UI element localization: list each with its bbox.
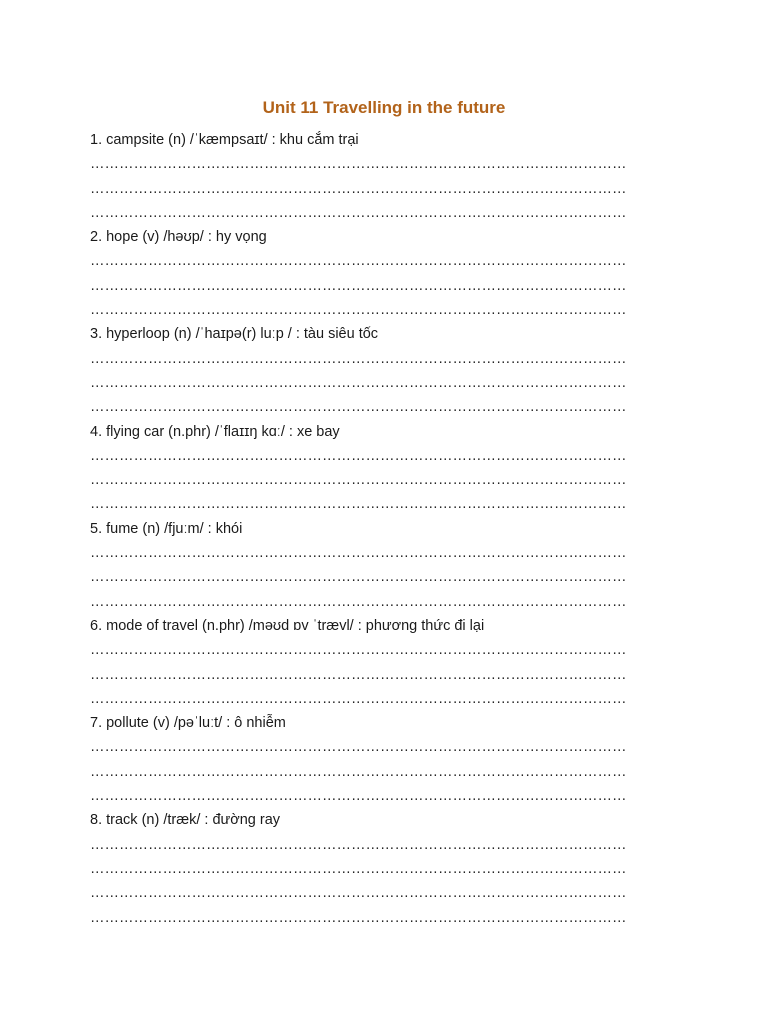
vocabulary-entry [90, 322, 690, 419]
answer-dotted-line[interactable]: ………………………………………………………………………………………………… [90, 788, 627, 805]
vocabulary-entry [90, 225, 690, 322]
vocabulary-entry [90, 517, 690, 614]
vocabulary-entry-heading: 6. mode of travel (n.phr) /məʊd ɒv ˈtrævl/ : phương thức đi lại [90, 617, 485, 634]
page-title: Unit 11 Travelling in the future [262, 98, 506, 117]
answer-dotted-line[interactable]: ………………………………………………………………………………………………… [90, 666, 627, 683]
answer-dotted-line[interactable]: ………………………………………………………………………………………………… [90, 374, 627, 391]
vocabulary-list [90, 128, 690, 930]
answer-dotted-line[interactable]: ………………………………………………………………………………………………… [90, 204, 627, 221]
answer-dotted-line[interactable]: ………………………………………………………………………………………………… [90, 909, 627, 926]
answer-dotted-line[interactable]: ………………………………………………………………………………………………… [90, 472, 627, 489]
answer-dotted-line[interactable]: ………………………………………………………………………………………………… [90, 690, 627, 707]
answer-dotted-line[interactable]: ………………………………………………………………………………………………… [90, 350, 627, 367]
vocabulary-entry [90, 614, 690, 711]
answer-dotted-line[interactable]: ………………………………………………………………………………………………… [90, 156, 627, 173]
answer-dotted-line[interactable]: ………………………………………………………………………………………………… [90, 399, 627, 416]
answer-dotted-line[interactable]: ………………………………………………………………………………………………… [90, 180, 627, 197]
vocabulary-entry-heading: 1. campsite (n) /ˈkæmpsaɪt/ : khu cắm trại [90, 132, 359, 148]
vocabulary-entry [90, 420, 690, 517]
vocabulary-entry [90, 808, 690, 929]
vocabulary-entry [90, 128, 690, 225]
answer-dotted-line[interactable]: ………………………………………………………………………………………………… [90, 569, 627, 586]
answer-dotted-line[interactable]: ………………………………………………………………………………………………… [90, 496, 627, 513]
answer-dotted-line[interactable]: ………………………………………………………………………………………………… [90, 763, 627, 780]
answer-dotted-line[interactable]: ………………………………………………………………………………………………… [90, 739, 627, 756]
answer-dotted-line[interactable]: ………………………………………………………………………………………………… [90, 253, 627, 270]
vocabulary-entry-heading: 5. fume (n) /fjuːm/ : khói [90, 520, 243, 537]
answer-dotted-line[interactable]: ………………………………………………………………………………………………… [90, 593, 627, 610]
answer-dotted-line[interactable]: ………………………………………………………………………………………………… [90, 302, 627, 319]
answer-dotted-line[interactable]: ………………………………………………………………………………………………… [90, 642, 627, 659]
vocabulary-entry-heading: 4. flying car (n.phr) /ˈflaɪɪŋ kɑː/ : xe bay [90, 423, 340, 440]
vocabulary-entry-heading: 8. track (n) /træk/ : đường ray [90, 812, 281, 829]
vocabulary-entry-heading: 2. hope (v) /həʊp/ : hy vọng [90, 229, 267, 246]
answer-dotted-line[interactable]: ………………………………………………………………………………………………… [90, 836, 627, 853]
vocabulary-entry-heading: 7. pollute (v) /pəˈluːt/ : ô nhiễm [90, 715, 286, 732]
answer-dotted-line[interactable]: ………………………………………………………………………………………………… [90, 447, 627, 464]
answer-dotted-line[interactable]: ………………………………………………………………………………………………… [90, 277, 627, 294]
answer-dotted-line[interactable]: ………………………………………………………………………………………………… [90, 545, 627, 562]
vocabulary-entry-heading: 3. hyperloop (n) /ˈhaɪpə(r) luːp / : tàu siêu tốc [90, 326, 379, 343]
vocabulary-entry [90, 711, 690, 808]
answer-dotted-line[interactable]: ………………………………………………………………………………………………… [90, 860, 627, 877]
answer-dotted-line[interactable]: ………………………………………………………………………………………………… [90, 885, 627, 902]
